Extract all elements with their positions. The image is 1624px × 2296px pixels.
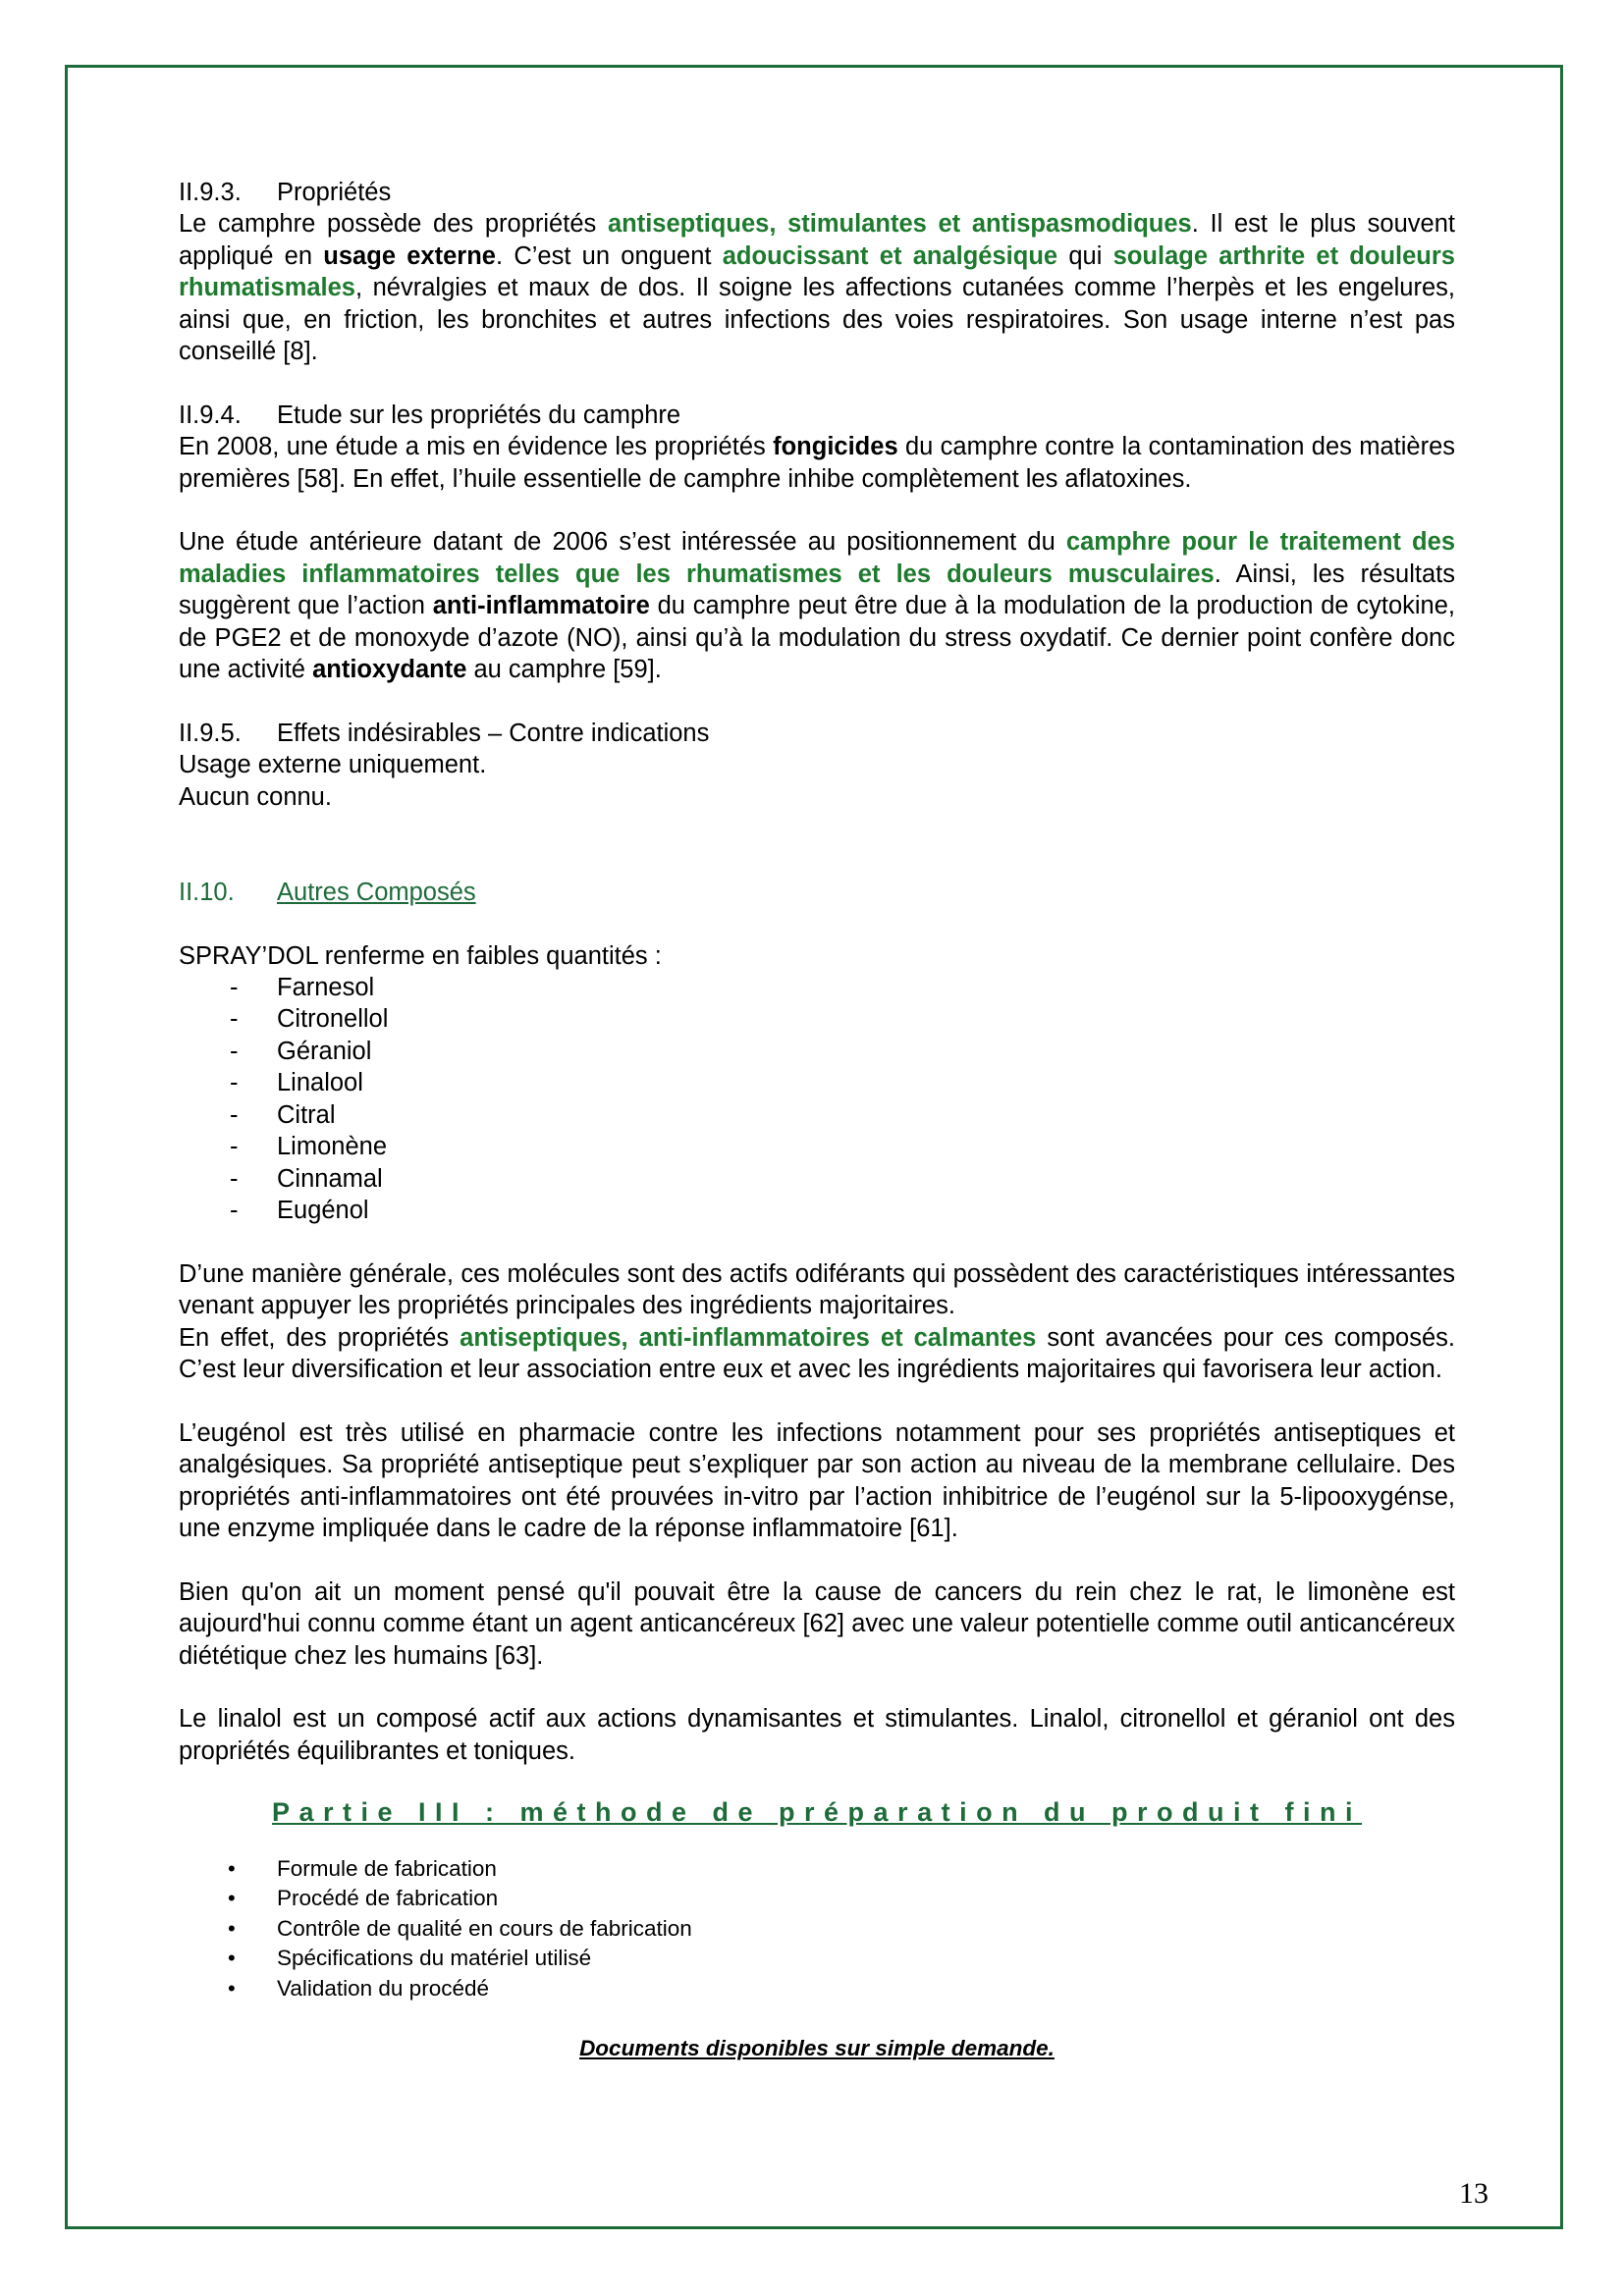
list-item: - Cinnamal xyxy=(179,1163,1455,1195)
text-run: du camphre peut être due à la modulation de la production de cytokine, de PGE2 et de monoxyde d’azote (NO), ainsi qu’à la modulation du stress oxydatif. Ce dernier point confère donc une activité xyxy=(179,592,1455,684)
paragraph-etude-2008 xyxy=(179,431,1455,495)
text-run: En 2008, une étude a mis en évidence les propriétés xyxy=(179,433,774,461)
documents-note: Documents disponibles sur simple demande. xyxy=(579,2036,1055,2061)
list-item: - Citronellol xyxy=(179,1003,1455,1035)
text-run: Une étude antérieure datant de 2006 s’est intéressée au positionnement du xyxy=(179,528,1066,557)
text-run: Le camphre possède des propriétés xyxy=(179,210,608,239)
text-run: D’une manière générale, ces molécules sont des actifs odiférants qui possèdent des caractéristiques intéressantes venant appuyer les propriétés principales des ingrédients majoritaires. xyxy=(179,1259,1455,1320)
emphasis-text: anti-inflammatoire xyxy=(432,592,650,620)
text-run: . Ainsi, les résultats suggèrent que l’action xyxy=(179,560,1455,620)
paragraph-linalol xyxy=(179,1703,1455,1767)
text-run: au camphre [59]. xyxy=(466,656,662,684)
emphasis-text: adoucissant et analgésique xyxy=(722,241,1058,270)
section-number: II.9.4. xyxy=(179,400,242,429)
compounds-intro: SPRAY’DOL renferme en faibles quantités : xyxy=(179,941,662,970)
list-item: • Formule de fabrication xyxy=(179,1854,1455,1885)
emphasis-text: fongicides xyxy=(773,433,898,461)
text-run: . C’est un onguent xyxy=(495,241,723,270)
list-item: • Contrôle de qualité en cours de fabrication xyxy=(179,1914,1455,1945)
section-title: Effets indésirables – Contre indications xyxy=(277,719,710,747)
paragraph-limonene xyxy=(179,1576,1455,1672)
compounds-list xyxy=(179,972,1455,1226)
text-run: sont avancées pour ces composés. C’est leur diversification et leur association entre eux et avec les ingrédients majoritaires qui favorisera leur action. xyxy=(179,1323,1455,1383)
emphasis-text: antiseptiques, anti-inflammatoires et calmantes xyxy=(460,1323,1037,1352)
emphasis-text: antioxydante xyxy=(312,656,467,684)
list-item: - Citral xyxy=(179,1099,1455,1131)
list-item: • Spécifications du matériel utilisé xyxy=(179,1944,1455,1974)
section-title: Autres Composés xyxy=(277,878,476,906)
effects-line: Aucun connu. xyxy=(179,782,332,811)
part-iii-heading xyxy=(179,1796,1455,1828)
list-item: - Géraniol xyxy=(179,1036,1455,1067)
paragraph-etude-2006 xyxy=(179,526,1455,685)
section-heading-ii-9-4 xyxy=(179,400,1455,431)
list-item: - Linalool xyxy=(179,1067,1455,1098)
part-iii-title: Partie III : méthode de préparation du produit fini xyxy=(271,1797,1363,1828)
section-heading-ii-9-3 xyxy=(179,177,1455,208)
section-number: II.9.5. xyxy=(179,719,242,747)
list-item: • Procédé de fabrication xyxy=(179,1884,1455,1914)
section-number: II.10. xyxy=(179,878,235,906)
paragraph-en-effet xyxy=(179,1322,1455,1386)
list-item: - Eugénol xyxy=(179,1195,1455,1226)
text-run: Le linalol est un composé actif aux actions dynamisantes et stimulantes. Linalol, citronellol et géraniol ont des propriétés équilibrantes et toniques. xyxy=(179,1705,1455,1765)
text-run: . Il est le plus souvent appliqué en xyxy=(179,210,1455,270)
text-run: du camphre contre la contamination des matières premières [58]. En effet, l’huile essentielle de camphre inhibe complètement les aflatoxines. xyxy=(179,433,1456,493)
paragraph-proprietes xyxy=(179,208,1455,367)
text-run: Bien qu'on ait un moment pensé qu'il pouvait être la cause de cancers du rein chez le rat, le limonène est aujourd'hui connu comme étant un agent anticancéreux [62] avec une valeur potentielle comme outil anticancéreux diététique chez les humains [63]. xyxy=(179,1577,1455,1670)
text-run: En effet, des propriétés xyxy=(179,1323,460,1352)
emphasis-text: camphre pour le traitement des maladies inflammatoires telles que les rhumatismes et les douleurs musculaires xyxy=(179,528,1455,588)
text-run: L’eugénol est très utilisé en pharmacie contre les infections notamment pour ses propriétés antiseptiques et analgésiques. Sa propriété antiseptique peut s’expliquer par son action au niveau de la membrane cellulaire. Des propriétés anti-inflammatoires ont été prouvées in-vitro par l’action inhibitrice de l’eugénol sur la 5-lipooxygénse, une enzyme impliquée dans le cadre de la réponse inflammatoire [61]. xyxy=(179,1418,1455,1542)
list-item: - Limonène xyxy=(179,1131,1455,1162)
emphasis-text: soulage arthrite et douleurs rhumatismales xyxy=(179,241,1455,302)
emphasis-text: usage externe xyxy=(323,241,496,270)
text-run: qui xyxy=(1057,241,1113,270)
usage-line: Usage externe uniquement. xyxy=(179,751,487,779)
part-iii-list xyxy=(179,1854,1455,2004)
section-heading-ii-10 xyxy=(179,877,1455,908)
section-number: II.9.3. xyxy=(179,179,242,206)
list-item: • Validation du procédé xyxy=(179,1974,1455,2004)
paragraph-generale xyxy=(179,1258,1455,1322)
page-number: 13 xyxy=(1459,2177,1489,2210)
emphasis-text: antiseptiques, stimulantes et antispasmodiques xyxy=(607,210,1192,239)
text-run: , névralgies et maux de dos. Il soigne les affections cutanées comme l’herpès et les engelures, ainsi que, en friction, les bronchites et autres infections des voies respiratoires. Son usage interne n’est pas conseillé [8]. xyxy=(179,274,1455,366)
section-title: Propriétés xyxy=(277,179,392,206)
list-item: - Farnesol xyxy=(179,972,1455,1003)
document-body xyxy=(179,177,1455,2064)
paragraph-eugenol xyxy=(179,1417,1455,1545)
section-heading-ii-9-5 xyxy=(179,718,1455,749)
section-title: Etude sur les propriétés du camphre xyxy=(277,400,681,429)
